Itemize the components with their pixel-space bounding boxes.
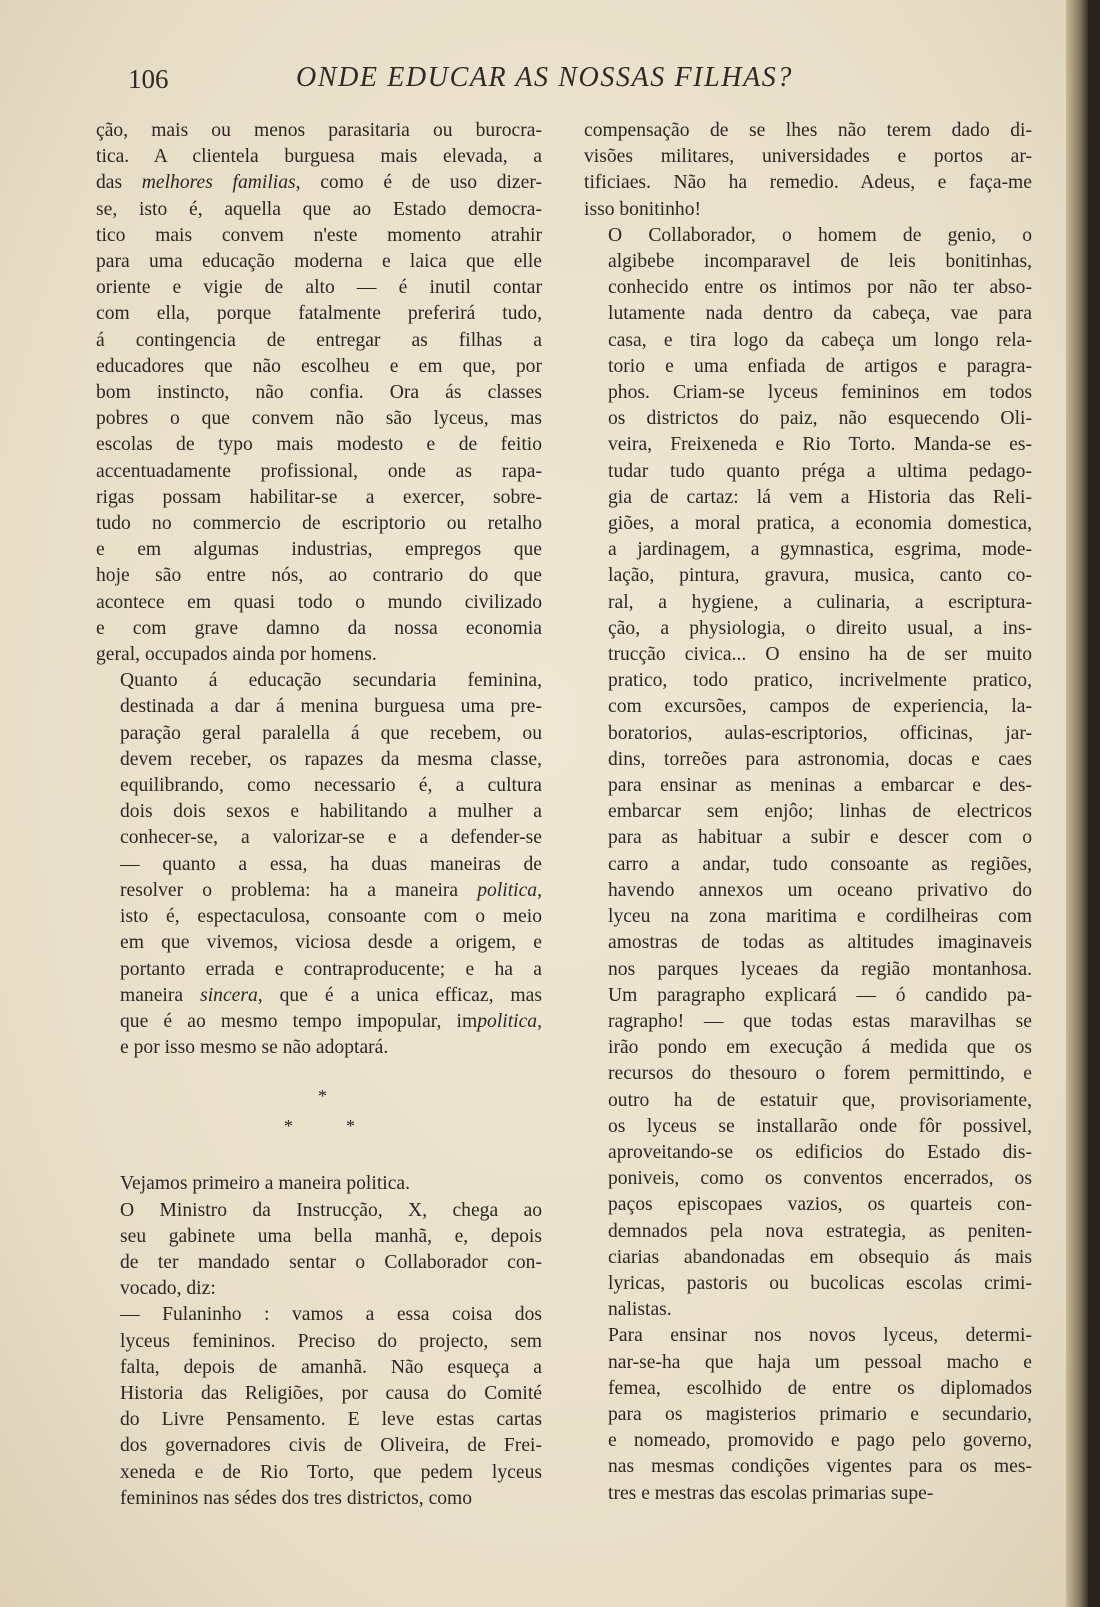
text-line: isso bonitinho!: [584, 198, 702, 220]
text-line: algibebe incomparavel de leis bonitinhas,: [608, 251, 1032, 273]
text-line: havendo annexos um oceano privativo do: [608, 879, 1032, 901]
running-title: ONDE EDUCAR AS NOSSAS FILHAS?: [296, 62, 793, 93]
italic-phrase: melhores familias: [141, 172, 296, 194]
text-line: ragrapho! — que todas estas maravilhas se: [608, 1010, 1032, 1032]
text-line: pratico, todo pratico, incrivelmente pratico,: [608, 670, 1032, 692]
text-line: ciarias abandonadas em obsequio ás mais: [608, 1246, 1032, 1268]
text-line: femea, escolhido de entre os diplomados: [608, 1377, 1032, 1399]
text-line: embarcar sem enjôo; linhas de electricos: [608, 801, 1032, 823]
text-line: Vejamos primeiro a maneira politica.: [120, 1173, 410, 1195]
italic-phrase: sincera: [200, 984, 258, 1006]
text-line: resolver o problema: ha a maneira politica,: [120, 879, 542, 901]
section-break: [96, 1079, 542, 1171]
text-line: giões, a moral pratica, a economia domestica,: [608, 513, 1032, 535]
text-line: em que vivemos, viciosa desde a origem, e: [120, 932, 542, 954]
text-line: dos governadores civis de Oliveira, de Frei-: [120, 1435, 542, 1457]
text-line: paços episcopaes vazios, os quarteis con-: [608, 1194, 1032, 1216]
text-line: dois dois sexos e habilitando a mulher a: [120, 801, 542, 823]
text-line: paração geral paralella á que recebem, ou: [120, 722, 542, 744]
text-line: para as habituar a subir e descer com o: [608, 827, 1032, 849]
text-line: visões militares, universidades e portos ar-: [584, 146, 1032, 168]
section-star: *: [318, 1086, 327, 1107]
text-line: escolas de typo mais modesto e de feitio: [96, 434, 542, 456]
text-line: lyceu na zona maritima e cordilheiras com: [608, 906, 1032, 928]
text-line: xeneda e de Rio Torto, que pedem lyceus: [120, 1461, 542, 1483]
text-line: Historia das Religiões, por causa do Comité: [120, 1382, 542, 1404]
text-line: e em algumas industrias, empregos que: [96, 539, 542, 561]
text-line: O Collaborador, o homem de genio, o: [608, 224, 1032, 246]
text-line: Quanto á educação secundaria feminina,: [120, 670, 542, 692]
text-line: lyricas, pastoris ou bucolicas escolas crimi-: [608, 1272, 1032, 1294]
text-line: lutamente nada dentro da cabeça, vae para: [608, 303, 1032, 325]
text-line: gia de cartaz: lá vem a Historia das Reli-: [608, 486, 1032, 508]
text-line: e com grave damno da nossa economia: [96, 617, 542, 639]
text-line: tico mais convem n'este momento atrahir: [96, 224, 542, 246]
paragraph: [584, 223, 1032, 1324]
text-line: carro a andar, tudo consoante as regiões,: [608, 853, 1032, 875]
text-line: e nomeado, promovido e pago pelo governo,: [608, 1430, 1032, 1452]
text-line: — quanto a essa, ha duas maneiras de: [120, 853, 542, 875]
text-line: os lyceus se installarão onde fôr possivel,: [608, 1115, 1032, 1137]
text-line: dins, torreões para astronomia, docas e caes: [608, 748, 1032, 770]
text-line: educadores que não escolheu e em que, por: [96, 355, 542, 377]
text-line: ção, a physiologia, o direito usual, a ins-: [608, 617, 1032, 639]
text-line: de ter mandado sentar o Collaborador con-: [120, 1251, 542, 1273]
book-gutter: [1066, 0, 1088, 1607]
text-line: lyceus femininos. Preciso do projecto, sem: [120, 1330, 542, 1352]
text-line: que é ao mesmo tempo impopular, impolitica,: [120, 1010, 542, 1032]
left-column: [96, 118, 542, 1512]
text-line: ral, a hygiene, a culinaria, a escriptura-: [608, 591, 1032, 613]
text-line: com excursões, campos de experiencia, la-: [608, 696, 1032, 718]
text-line: equilibrando, como necessario é, a cultura: [120, 775, 542, 797]
text-line: á contingencia de entregar as filhas a: [96, 329, 542, 351]
text-line: oriente e vigie de alto — é inutil contar: [96, 277, 542, 299]
page-number: 106: [128, 64, 169, 94]
text-line: ção, mais ou menos parasitaria ou burocra-: [96, 120, 542, 141]
running-head: [128, 62, 848, 102]
text-line: para ensinar as meninas a embarcar e des-: [608, 775, 1032, 797]
right-column: [584, 118, 1032, 1507]
text-line: nar-se-ha que haja um pessoal macho e: [608, 1351, 1032, 1373]
paragraph: [96, 1198, 542, 1303]
text-line: destinada a dar á menina burguesa uma pre-: [120, 696, 542, 718]
text-line: O Ministro da Instrucção, X, chega ao: [120, 1199, 542, 1221]
text-line: veira, Freixeneda e Rio Torto. Manda-se es-: [608, 434, 1032, 456]
text-line: nalistas.: [608, 1299, 672, 1321]
text-line: para os magisterios primario e secundario,: [608, 1403, 1032, 1425]
text-line: a jardinagem, a gymnastica, esgrima, mode-: [608, 539, 1032, 561]
text-line: nos parques lyceaes da região montanhosa.: [608, 958, 1032, 980]
text-line: demnados pela nova estrategia, as peniten-: [608, 1220, 1032, 1242]
text-line: falta, depois de amanhã. Não esqueça a: [120, 1356, 542, 1378]
text-line: devem receber, os rapazes da mesma classe,: [120, 748, 542, 770]
text-line: amostras de todas as altitudes imaginaveis: [608, 932, 1032, 954]
text-line: aproveitando-se os edificios do Estado dis-: [608, 1141, 1032, 1163]
text-line: hoje são entre nós, ao contrario do que: [96, 565, 542, 587]
text-line: maneira sincera, que é a unica efficaz, mas: [120, 984, 542, 1006]
paragraph: [96, 1171, 542, 1197]
section-star: *: [346, 1116, 355, 1137]
text-line: rigas possam habilitar-se a exercer, sobre-: [96, 486, 542, 508]
paragraph: [96, 668, 542, 1061]
text-line: vocado, diz:: [120, 1278, 216, 1300]
text-line: tudar tudo quanto préga a ultima pedago-: [608, 460, 1032, 482]
text-line: casa, e tira logo da cabeça um longo rela-: [608, 329, 1032, 351]
text-line: tudo no commercio de escriptorio ou retalho: [96, 513, 542, 535]
text-line: com ella, porque fatalmente preferirá tudo,: [96, 303, 542, 325]
text-line: isto é, espectaculosa, consoante com o meio: [120, 906, 542, 928]
text-line: compensação de se lhes não terem dado di-: [584, 120, 1032, 141]
text-line: geral, occupados ainda por homens.: [96, 644, 377, 666]
text-line: femininos nas sédes dos tres districtos, como: [120, 1487, 473, 1509]
text-line: trucção civica... O ensino ha de ser muito: [608, 644, 1032, 666]
paragraph: [584, 118, 1032, 223]
text-line: tificiaes. Não ha remedio. Adeus, e faça-me: [584, 172, 1032, 194]
italic-phrase: politica,: [477, 1010, 542, 1032]
paragraph: [584, 1323, 1032, 1506]
text-line: pobres o que convem não são lyceus, mas: [96, 408, 542, 430]
text-line: do Livre Pensamento. E leve estas cartas: [120, 1409, 542, 1431]
text-line: seu gabinete uma bella manhã, e, depois: [120, 1225, 542, 1247]
text-line: nas mesmas condições vigentes para os mes-: [608, 1456, 1032, 1478]
text-line: conhecido entre os intimos por não ter abso-: [608, 277, 1032, 299]
text-line: torio e uma enfiada de artigos e paragra-: [608, 355, 1032, 377]
text-line: Para ensinar nos novos lyceus, determi-: [608, 1325, 1032, 1347]
text-line: recursos do thesouro o forem permittindo, e: [608, 1063, 1032, 1085]
text-line: outro ha de estatuir que, provisoriamente,: [608, 1089, 1032, 1111]
text-line: Um paragrapho explicará — ó candido pa-: [608, 984, 1032, 1006]
text-line: tres e mestras das escolas primarias supe-: [608, 1482, 934, 1504]
paragraph: [96, 118, 542, 668]
text-line: e por isso mesmo se não adoptará.: [120, 1037, 389, 1059]
text-line: tica. A clientela burguesa mais elevada, a: [96, 146, 542, 168]
text-line: accentuadamente profissional, onde as rapa-: [96, 460, 542, 482]
text-line: das melhores familias, como é de uso dizer-: [96, 172, 542, 194]
text-line: boratorios, aulas-escriptorios, officinas, jar-: [608, 722, 1032, 744]
text-line: irão pondo em execução á medida que os: [608, 1037, 1032, 1059]
text-line: portanto errada e contraproducente; e ha a: [120, 958, 542, 980]
text-line: se, isto é, aquella que ao Estado democra-: [96, 198, 542, 220]
italic-phrase: politica,: [477, 879, 542, 901]
text-line: para uma educação moderna e laica que elle: [96, 251, 542, 273]
section-star: *: [284, 1116, 293, 1137]
text-line: — Fulaninho : vamos a essa coisa dos: [120, 1304, 542, 1326]
text-line: os districtos do paiz, não esquecendo Oli-: [608, 408, 1032, 430]
text-line: acontece em quasi todo o mundo civilizado: [96, 591, 542, 613]
paragraph: [96, 1302, 542, 1512]
text-line: lação, pintura, gravura, musica, canto co-: [608, 565, 1032, 587]
text-line: conhecer-se, a valorizar-se e a defender-se: [120, 827, 542, 849]
text-line: bom instincto, não confia. Ora ás classes: [96, 382, 542, 404]
text-line: phos. Criam-se lyceus femininos em todos: [608, 382, 1032, 404]
text-line: poniveis, como os conventos encerrados, os: [608, 1168, 1032, 1190]
